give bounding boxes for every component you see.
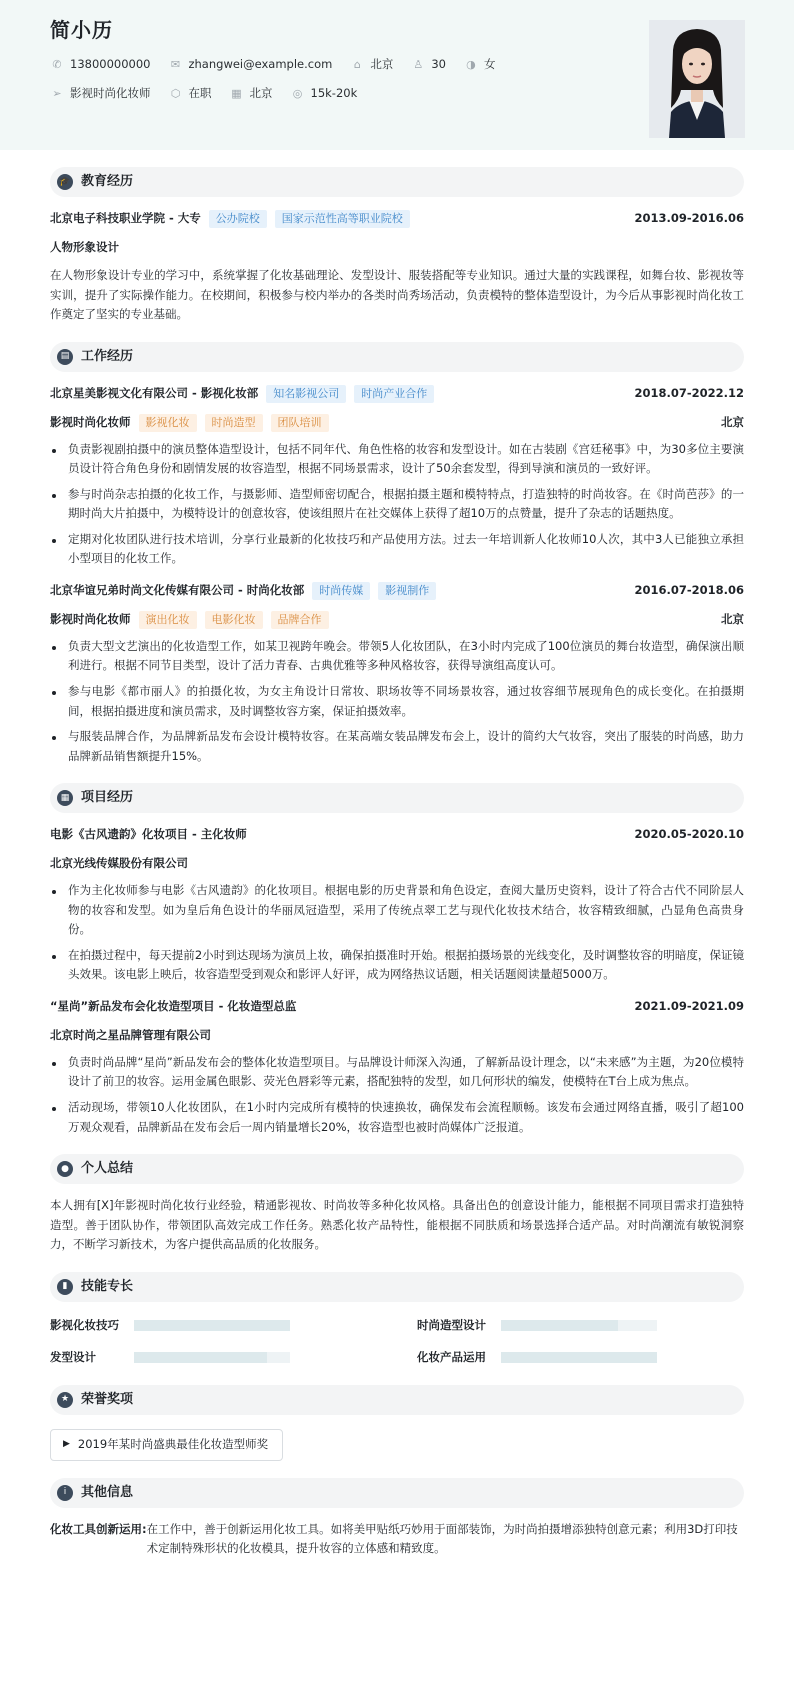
company-tag: 时尚产业合作	[354, 385, 434, 403]
other-info-row	[50, 1520, 744, 1559]
education-date: 2013.09-2016.06	[634, 211, 744, 226]
city-item	[230, 84, 273, 104]
section-title: 荣誉奖项	[81, 1391, 134, 1407]
skill-bar-fill	[134, 1320, 290, 1331]
list-item: 参与电影《都市丽人》的拍摄化妆，为女主角设计日常妆、职场妆等不同场景妆容，通过妆容细节展现角色的成长变化。在拍摄期间，根据拍摄进度和演员需求，及时调整妆容方案，保证拍摄效率。	[50, 682, 744, 721]
school-name: 北京电子科技职业学院 - 大专	[50, 211, 201, 226]
skill-name: 化妆产品运用	[417, 1349, 486, 1364]
company-tag: 影视制作	[378, 582, 436, 600]
skill-bar	[501, 1352, 657, 1363]
work-title-row	[50, 413, 744, 433]
company-tag: 知名影视公司	[266, 385, 346, 403]
skill-tag: 时尚造型	[205, 414, 263, 432]
status-item	[169, 84, 212, 104]
skill-name: 影视化妆技巧	[50, 1317, 119, 1332]
triangle-icon: ▶	[63, 1439, 70, 1450]
list-item: 定期对化妆团队进行技术培训，分享行业最新的化妆技巧和产品使用方法。过去一年培训新人化妆师10人次，其中3人已能独立承担小型项目的化妆工作。	[50, 530, 744, 569]
major-name: 人物形象设计	[50, 240, 119, 255]
section-title: 其他信息	[81, 1484, 134, 1500]
skill-item	[417, 1348, 744, 1368]
send-icon: ➢	[52, 86, 62, 100]
age-text: 30	[431, 57, 446, 72]
project-entry	[50, 997, 744, 1137]
skill-bar	[501, 1320, 657, 1331]
section-skills	[50, 1272, 744, 1302]
work-bullets	[50, 637, 744, 766]
list-item: 在拍摄过程中，每天提前2小时到达现场为演员上妆，确保拍摄准时开始。根据拍摄场景的光线变化，及时调整妆容的明暗度，保证镜头效果。该电影上映后，妆容造型受到观众和影评人好评，成为网络热议话题，相关话题阅读量超5000万。	[50, 946, 744, 985]
project-name: “星尚”新品发布会化妆造型项目 - 化妆造型总监	[50, 999, 297, 1014]
education-major-row	[50, 238, 744, 258]
phone-item	[50, 55, 150, 75]
skill-name: 发型设计	[50, 1349, 96, 1364]
grid-icon: ▦	[57, 790, 73, 806]
age-icon: ♙	[413, 57, 424, 71]
company-tag: 时尚传媒	[312, 582, 370, 600]
graduation-cap-icon: 🎓	[57, 174, 73, 190]
work-date: 2016.07-2018.06	[634, 583, 744, 598]
email-text: zhangwei@example.com	[188, 57, 333, 72]
summary-text: 本人拥有[X]年影视时尚化妆行业经验，精通影视妆、时尚妆等多种化妆风格。具备出色的创意设计能力，能根据不同项目需求打造独特造型。善于团队协作，带领团队高效完成工作任务。熟悉化妆产品特性，能根据不同肤质和场景选择合适产品。对时尚潮流有敏锐洞察力，不断学习新技术，为客户提供高品质的化妆服务。	[50, 1198, 744, 1252]
skill-tag: 品牌合作	[271, 611, 329, 629]
bar-chart-icon: ▮	[57, 1279, 73, 1295]
age-item	[411, 55, 446, 75]
award-item	[50, 1429, 283, 1461]
skills-grid	[50, 1316, 744, 1368]
project-org: 北京时尚之星品牌管理有限公司	[50, 1028, 211, 1043]
skill-item	[50, 1316, 377, 1336]
other-text: 在工作中，善于创新运用化妆工具。如将美甲贴纸巧妙用于面部装饰，为时尚拍摄增添独特创意元素；利用3D打印技术定制特殊形状的化妆模具，提升妆容的立体感和精致度。	[146, 1521, 738, 1556]
skill-item	[50, 1348, 377, 1368]
school-tag: 国家示范性高等职业院校	[275, 210, 410, 228]
list-item: 与服装品牌合作，为品牌新品发布会设计模特妆容。在某高端女装品牌发布会上，设计的简约大气妆容，突出了服装的时尚感，助力品牌新品销售额提升15%。	[50, 727, 744, 766]
project-bullets	[50, 881, 744, 985]
gender-item	[464, 55, 496, 75]
job-text: 影视时尚化妆师	[70, 86, 151, 101]
work-city: 北京	[721, 414, 744, 429]
other-label: 化妆工具创新运用:	[50, 1521, 147, 1536]
hometown-item	[350, 55, 393, 75]
user-icon: ●	[57, 1161, 73, 1177]
list-item: 负责影视剧拍摄中的演员整体造型设计，包括不同年代、角色性格的妆容和发型设计。如在古装剧《宫廷秘事》中，为30多位主要演员设计符合角色身份和剧情发展的妆容造型，根据不同场景需求，设计了50余套发型，得到导演和演员的一致好评。	[50, 440, 744, 479]
skill-bar-fill	[134, 1352, 267, 1363]
job-title: 影视时尚化妆师	[50, 612, 131, 627]
job-title: 影视时尚化妆师	[50, 414, 131, 429]
list-item: 活动现场，带领10人化妆团队，在1小时内完成所有模特的快速换妆，确保发布会流程顺畅。该发布会通过网络直播，吸引了超100万观众观看，品牌新品在发布会后一周内销量增长20%，妆容造型也被时尚媒体广泛报道。	[50, 1098, 744, 1137]
skill-bar-fill	[501, 1352, 657, 1363]
project-date: 2020.05-2020.10	[634, 827, 744, 842]
skill-tag: 演出化妆	[139, 611, 197, 629]
work-title-row	[50, 610, 744, 630]
list-item: 负责大型文艺演出的化妆造型工作，如某卫视跨年晚会。带领5人化妆团队，在3小时内完成了100位演员的舞台妆造型，确保演出顺利进行。根据不同节目类型，设计了活力青春、古典优雅等多种风格妆容，获得导演组高度认可。	[50, 637, 744, 676]
salary-icon: ◎	[292, 86, 303, 100]
section-work	[50, 342, 744, 372]
gender-text: 女	[483, 57, 496, 72]
section-title: 个人总结	[81, 1161, 134, 1177]
education-entry-head	[50, 209, 744, 229]
section-education	[50, 167, 744, 197]
education-description: 在人物形象设计专业的学习中，系统掌握了化妆基础理论、发型设计、服装搭配等专业知识。通过大量的实践课程，如舞台妆、影视妆等实训，提升了实际操作能力。在校期间，积极参与校内举办的各类时尚秀场活动，负责模特的整体造型设计，为今后从事影视时尚化妆工作奠定了坚实的专业基础。	[50, 268, 744, 322]
project-org-row	[50, 1026, 744, 1046]
hometown-text: 北京	[370, 57, 394, 72]
section-title: 工作经历	[81, 348, 134, 364]
status-text: 在职	[188, 86, 212, 101]
work-bullets	[50, 440, 744, 569]
work-entry-head	[50, 581, 744, 601]
skill-tag: 电影化妆	[205, 611, 263, 629]
phone-icon: ✆	[52, 57, 62, 71]
skill-bar-fill	[501, 1320, 618, 1331]
section-title: 技能专长	[81, 1278, 134, 1294]
list-item: 负责时尚品牌“星尚”新品发布会的整体化妆造型项目。与品牌设计师深入沟通，了解新品设计理念，以“未来感”为主题，为20位模特设计了前卫的妆容。运用金属色眼影、荧光色唇彩等元素，搭配独特的发型，如几何形状的编发，使模特在T台上成为焦点。	[50, 1053, 744, 1092]
project-entry	[50, 825, 744, 985]
section-title: 教育经历	[81, 173, 134, 189]
home-icon: ⌂	[353, 57, 361, 71]
project-bullets	[50, 1053, 744, 1137]
skill-name: 时尚造型设计	[417, 1317, 486, 1332]
list-item: 作为主化妆师参与电影《古风遗韵》的化妆项目。根据电影的历史背景和角色设定，查阅大量历史资料，设计了符合古代不同阶层人物的妆容和发型。如为皇后角色设计的华丽凤冠造型，采用了传统点翠工艺与现代化妆技术结合，妆容精致细腻，凸显角色高贵身份。	[50, 881, 744, 940]
work-entry-head	[50, 384, 744, 404]
company-name: 北京星美影视文化有限公司 - 影视化妆部	[50, 385, 259, 400]
mail-icon: ✉	[170, 57, 181, 71]
building-icon: ▦	[231, 86, 242, 100]
project-name: 电影《古风遗韵》化妆项目 - 主化妆师	[50, 827, 247, 842]
skill-bar	[134, 1352, 290, 1363]
work-entry	[50, 384, 744, 569]
project-entry-head	[50, 825, 744, 845]
email-item	[168, 55, 332, 75]
skill-bar	[134, 1320, 290, 1331]
section-title: 项目经历	[81, 790, 134, 806]
work-city: 北京	[721, 612, 744, 627]
section-projects	[50, 783, 744, 813]
project-date: 2021.09-2021.09	[634, 999, 744, 1014]
section-summary	[50, 1154, 744, 1184]
project-org: 北京光线传媒股份有限公司	[50, 856, 188, 871]
info-icon: i	[57, 1485, 73, 1501]
school-tag: 公办院校	[209, 210, 267, 228]
resume-header	[0, 0, 794, 150]
skill-item	[417, 1316, 744, 1336]
job-item	[50, 84, 151, 104]
company-name: 北京华谊兄弟时尚文化传媒有限公司 - 时尚化妆部	[50, 583, 305, 598]
city-text: 北京	[249, 86, 273, 101]
salary-item	[291, 84, 358, 104]
list-item: 参与时尚杂志拍摄的化妆工作，与摄影师、造型师密切配合，根据拍摄主题和模特特点，打造独特的时尚妆容。在《时尚芭莎》的一期时尚大片拍摄中，为模特设计的创意妆容，使该组照片在社交媒体上获得了超10万的点赞量，提升了杂志的话题热度。	[50, 485, 744, 524]
gender-icon: ◑	[466, 57, 476, 71]
candidate-name: 简小历	[50, 18, 113, 42]
section-other	[50, 1478, 744, 1508]
phone-text: 13800000000	[70, 57, 151, 72]
section-awards	[50, 1385, 744, 1415]
resume-body	[0, 167, 794, 1559]
skill-tag: 团队培训	[271, 414, 329, 432]
award-text: 2019年某时尚盛典最佳化妆造型师奖	[77, 1436, 269, 1451]
work-entry	[50, 581, 744, 766]
project-org-row	[50, 854, 744, 874]
work-date: 2018.07-2022.12	[634, 385, 744, 400]
medal-icon: ★	[57, 1392, 73, 1408]
project-entry-head	[50, 997, 744, 1017]
status-icon: ⬡	[170, 86, 181, 100]
skill-tag: 影视化妆	[139, 414, 197, 432]
profile-photo	[649, 20, 745, 138]
salary-text: 15k-20k	[310, 86, 358, 101]
briefcase-icon: ▤	[57, 349, 73, 365]
